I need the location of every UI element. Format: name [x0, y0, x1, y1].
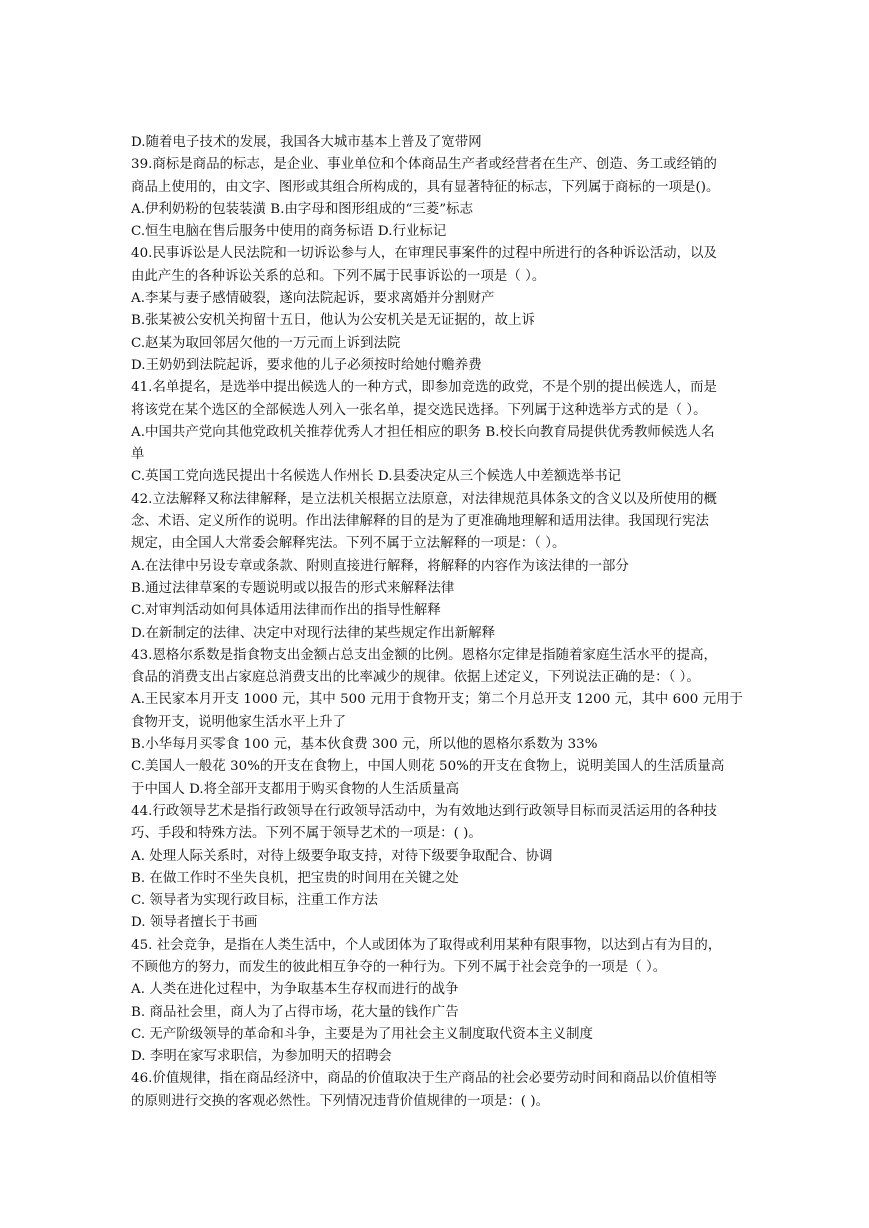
text-line: B.小华每月买零食 100 元，基本伙食费 300 元，所以他的恩格尔系数为 33% [131, 737, 598, 753]
text-line: 45. 社会竞争，是指在人类生活中，个人或团体为了取得或利用某种有限事物，以达到占有为目的， [131, 937, 722, 953]
text-line: A.伊利奶粉的包装装潢 B.由字母和图形组成的“三菱”标志 [131, 201, 474, 217]
text-line: D. 李明在家写求职信，为参加明天的招聘会 [131, 1049, 392, 1065]
text-line: 40.民事诉讼是人民法院和一切诉讼参与人，在审理民事案件的过程中所进行的各种诉讼活动，以及 [131, 246, 717, 262]
text-line: C.英国工党向选民提出十名候选人作州长 D.县委决定从三个候选人中差额选举书记 [131, 469, 622, 485]
text-line: B. 商品社会里，商人为了占得市场，花大量的钱作广告 [131, 1004, 459, 1020]
text-line: 商品上使用的，由文字、图形或其组合所构成的，具有显著特征的标志，下列属于商标的一项是()。 [131, 179, 720, 195]
text-line: 将该党在某个选区的全部候选人列入一张名单，提交选民选择。下列属于这种选举方式的是（ ）。 [131, 402, 707, 418]
text-line: A.李某与妻子感情破裂，遂向法院起诉，要求离婚并分割财产 [131, 291, 495, 307]
text-line: 44.行政领导艺术是指行政领导在行政领导活动中，为有效地达到行政领导目标而灵活运用的各种技 [131, 803, 717, 819]
text-line: 不顾他方的努力，而发生的彼此相互争夺的一种行为。下列不属于社会竞争的一项是（ ）。 [131, 959, 667, 975]
text-line: B.通过法律草案的专题说明或以报告的形式来解释法律 [131, 580, 455, 596]
text-line: 39.商标是商品的标志，是企业、事业单位和个体商品生产者或经营者在生产、创造、务工或经销的 [131, 157, 717, 173]
text-line: C.赵某为取回邻居欠他的一万元而上诉到法院 [131, 335, 401, 351]
text-line: D. 领导者擅长于书画 [131, 915, 258, 931]
text-line: A. 处理人际关系时，对待上级要争取支持，对待下级要争取配合、协调 [131, 848, 553, 864]
text-line: C.对审判活动如何具体适用法律而作出的指导性解释 [131, 603, 441, 619]
text-line: D.王奶奶到法院起诉，要求他的儿子必须按时给她付赡养费 [131, 357, 482, 373]
text-line: A.在法律中另设专章或条款、附则直接进行解释，将解释的内容作为该法律的一部分 [131, 558, 629, 574]
text-line: B. 在做工作时不坐失良机，把宝贵的时间用在关键之处 [131, 870, 459, 886]
text-line: 食物开支，说明他家生活水平上升了 [131, 714, 347, 730]
text-line: C.恒生电脑在售后服务中使用的商务标语 D.行业标记 [131, 224, 447, 240]
text-line: D.随着电子技术的发展，我国各大城市基本上普及了宽带网 [131, 135, 482, 150]
text-line: A.中国共产党向其他党政机关推荐优秀人才担任相应的职务 B.校长向教育局提供优秀教师候选人名 [131, 424, 715, 440]
text-line: C.美国人一般花 30%的开支在食物上，中国人则花 50%的开支在食物上，说明美国人的生活质量高 [131, 759, 725, 775]
text-line: 43.恩格尔系数是指食物支出金额占总支出金额的比例。恩格尔定律是指随着家庭生活水平的提高， [131, 647, 717, 663]
text-line: B.张某被公安机关拘留十五日，他认为公安机关是无证据的，故上诉 [131, 313, 535, 329]
text-line: A.王民家本月开支 1000 元，其中 500 元用于食物开支；第二个月总开支 1200 元，其中 600 元用于 [131, 692, 743, 708]
text-line: 由此产生的各种诉讼关系的总和。下列不属于民事诉讼的一项是（ ）。 [131, 268, 546, 284]
text-line: D.在新制定的法律、决定中对现行法律的某些规定作出新解释 [131, 625, 496, 641]
text-line: 食品的消费支出占家庭总消费支出的比率减少的规律。依据上述定义，下列说法正确的是：（ ）。 [131, 670, 700, 686]
text-line: 41.名单提名，是选举中提出候选人的一种方式，即参加竞选的政党，不是个别的提出候选人，而是 [131, 380, 717, 396]
text-line: 巧、手段和特殊方法。下列不属于领导艺术的一项是：( )。 [131, 826, 482, 842]
text-line: C. 无产阶级领导的革命和斗争，主要是为了用社会主义制度取代资本主义制度 [131, 1026, 593, 1042]
document-page [131, 132, 806, 1113]
text-line: 念、术语、定义所作的说明。作出法律解释的目的是为了更准确地理解和适用法律。我国现行宪法 [131, 514, 709, 530]
text-line: 规定，由全国人大常委会解释宪法。下列不属于立法解释的一项是：（ ）。 [131, 536, 566, 552]
text-line: 的原则进行交换的客观必然性。下列情况违背价值规律的一项是：( )。 [131, 1093, 550, 1109]
text-line: A. 人类在进化过程中，为争取基本生存权而进行的战争 [131, 982, 459, 998]
text-line: C. 领导者为实现行政目标，注重工作方法 [131, 893, 378, 909]
text-line: 于中国人 D.将全部开支都用于购买食物的人生活质量高 [131, 781, 460, 797]
text-line: 单 [131, 447, 145, 463]
text-line: 42.立法解释又称法律解释，是立法机关根据立法原意，对法律规范具体条文的含义以及所使用的概 [131, 491, 717, 507]
text-line: 46.价值规律，指在商品经济中，商品的价值取决于生产商品的社会必要劳动时间和商品以价值相等 [131, 1071, 717, 1087]
